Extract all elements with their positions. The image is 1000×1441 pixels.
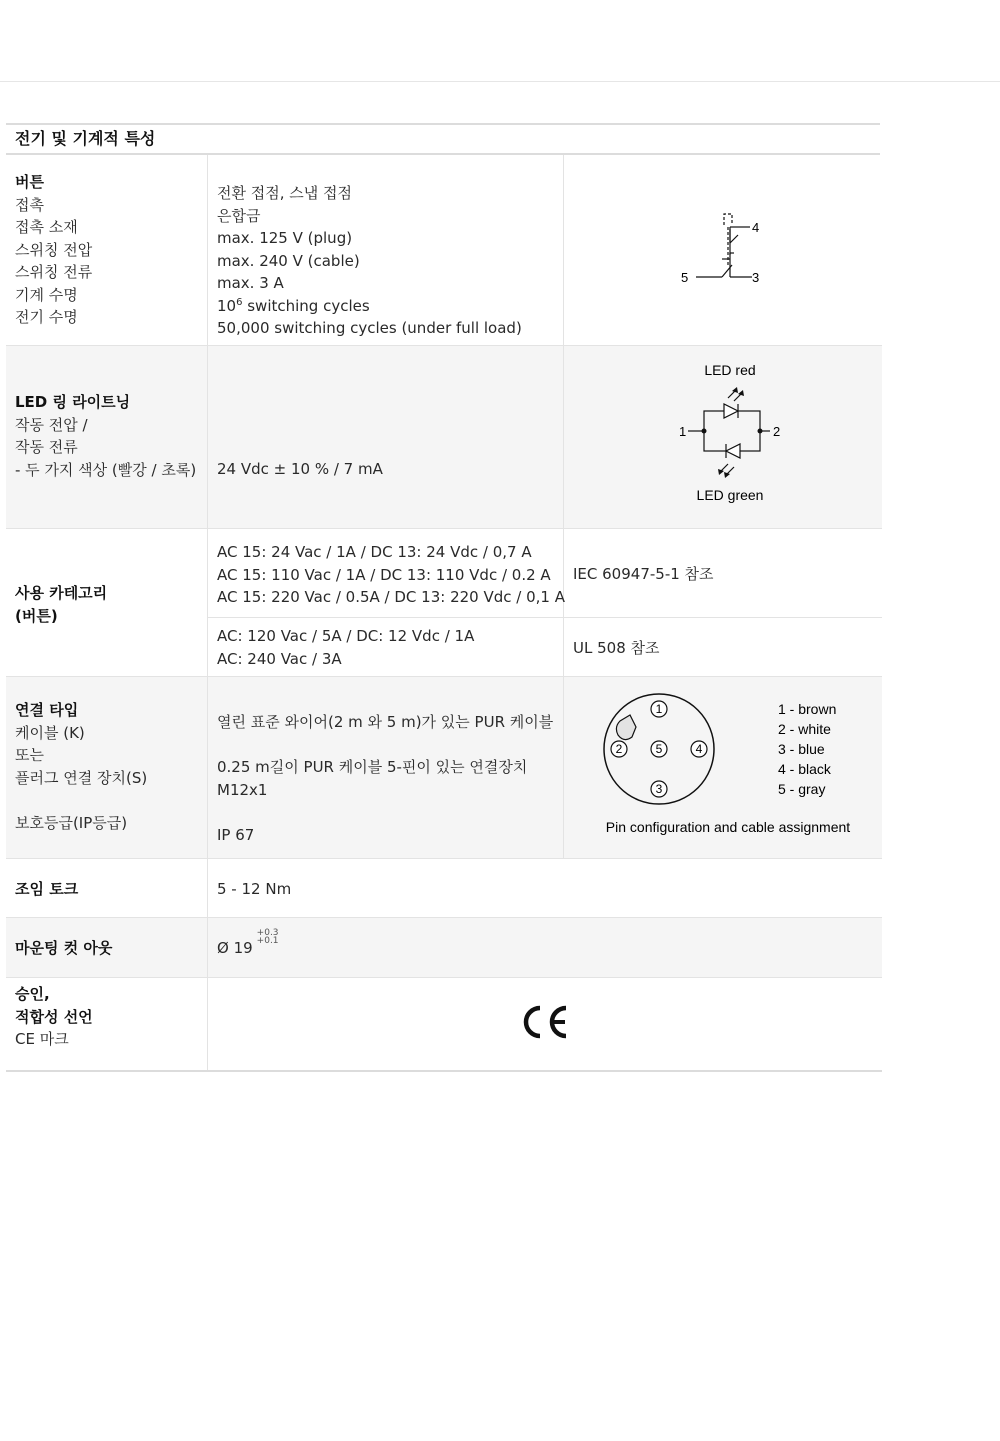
category-subheading: (버튼) (15, 606, 58, 625)
section-title: 전기 및 기계적 특성 (6, 123, 880, 155)
category-labels (6, 529, 207, 627)
iec-value-24v: AC 15: 24 Vac / 1A / DC 13: 24 Vdc / 0,7 A (217, 543, 532, 561)
value-ip-rating: IP 67 (217, 825, 255, 844)
label-operating-voltage: 작동 전압 / (15, 415, 88, 434)
label-two-colors: - 두 가지 색상 (빨강 / 초록) (15, 460, 197, 479)
label-cable: 케이블 (K) (15, 723, 85, 742)
pin-label-3: 3 (655, 782, 663, 796)
legend-black: 4 - black (778, 761, 831, 777)
legend-white: 2 - white (778, 721, 831, 737)
category-ul-values (208, 618, 563, 670)
cutout-tol-upper: +0.3 (256, 928, 279, 938)
value-mechanical-life: $10^6$ switching cycles (217, 296, 370, 315)
conformity-heading: 적합성 선언 (15, 1007, 93, 1026)
button-heading: 버튼 (15, 173, 44, 191)
value-pur-cable: 열린 표준 와이어(2 m 와 5 m)가 있는 PUR 케이블 (217, 713, 554, 731)
legend-blue: 3 - blue (778, 741, 825, 757)
cutout-row (6, 918, 882, 978)
connection-values (208, 677, 563, 846)
approval-heading: 승인, (15, 985, 50, 1003)
label-electrical-life: 전기 수명 (15, 308, 78, 326)
spec-sheet (6, 123, 880, 1072)
approval-labels (6, 978, 207, 1051)
switch-pin-3: 3 (752, 270, 760, 285)
iec-reference: IEC 60947-5-1 참조 (573, 565, 714, 583)
torque-label: 조임 토크 (15, 880, 79, 898)
value-contact-material: 은합금 (217, 206, 261, 225)
value-contact: 전환 접점, 스냅 접점 (217, 184, 352, 202)
torque-row (6, 859, 882, 918)
iec-value-110v: AC 15: 110 Vac / 1A / DC 13: 110 Vdc / 0.2 A (217, 565, 551, 584)
ce-mark-icon (208, 978, 881, 1066)
led-pin-2: 2 (773, 424, 781, 439)
ul-reference: UL 508 참조 (573, 639, 660, 657)
led-pin-1: 1 (679, 424, 687, 439)
value-connector-cable: 0.25 m길이 PUR 케이블 5-핀이 있는 연결장치 (217, 758, 528, 776)
label-protection-class: 보호등급(IP등급) (15, 813, 128, 832)
value-electrical-life: 50,000 switching cycles (under full load) (217, 319, 522, 337)
cutout-value-line (208, 918, 882, 960)
label-plug-connector: 플러그 연결 장치(S) (15, 768, 148, 787)
approval-row (6, 978, 882, 1072)
switch-contact-diagram (564, 155, 882, 341)
cutout-diameter: Ø 19 (217, 939, 253, 957)
category-iec-values (208, 529, 563, 609)
spec-table (6, 155, 882, 1072)
legend-gray: 5 - gray (778, 781, 826, 797)
label-switching-current: 스위칭 전류 (15, 263, 93, 281)
iec-value-220v: AC 15: 220 Vac / 0.5A / DC 13: 220 Vdc / 0,1 A (217, 588, 565, 606)
label-mechanical-life: 기계 수명 (15, 285, 78, 304)
top-rule (0, 81, 1000, 82)
category-heading: 사용 카테고리 (15, 584, 108, 602)
label-switching-voltage: 스위칭 전압 (15, 240, 93, 259)
value-current: max. 3 A (217, 274, 284, 292)
cutout-tol-lower: +0.1 (256, 936, 279, 946)
led-green-label: LED green (696, 487, 764, 503)
led-heading: LED 링 라이트닝 (15, 393, 131, 411)
pin-caption: Pin configuration and cable assignment (605, 819, 851, 835)
value-voltage-cable: max. 240 V (cable) (217, 251, 360, 270)
led-red-label: LED red (704, 362, 756, 378)
led-diagram (564, 346, 882, 524)
connection-row (6, 677, 882, 859)
category-iec-row (6, 529, 882, 618)
led-row (6, 346, 882, 529)
cutout-tolerance (253, 928, 279, 953)
button-labels (6, 155, 207, 329)
torque-value: 5 - 12 Nm (217, 880, 292, 898)
pin-label-5: 5 (655, 742, 663, 756)
connection-heading: 연결 타입 (15, 701, 79, 719)
value-m12: M12x1 (217, 780, 268, 799)
switch-pin-5: 5 (681, 270, 689, 285)
pin-label-2: 2 (615, 742, 623, 756)
value-voltage-plug: max. 125 V (plug) (217, 229, 353, 247)
led-labels (6, 346, 207, 481)
label-contact: 접촉 (15, 195, 44, 214)
value-spacer-2 (217, 801, 563, 824)
led-value: 24 Vdc ± 10 % / 7 mA (217, 460, 383, 478)
pin-label-4: 4 (695, 742, 703, 756)
switch-pin-4: 4 (752, 220, 760, 235)
button-row (6, 155, 882, 346)
label-or: 또는 (15, 746, 44, 764)
pin-configuration-diagram (564, 677, 882, 854)
value-spacer-1 (217, 734, 563, 757)
button-values (208, 155, 563, 340)
ce-mark-label: CE 마크 (15, 1030, 69, 1048)
connection-labels (6, 677, 207, 834)
pin-label-1: 1 (655, 702, 663, 716)
label-spacer (15, 789, 207, 812)
ul-value-240v: AC: 240 Vac / 3A (217, 649, 342, 668)
label-operating-current: 작동 전류 (15, 438, 78, 456)
legend-brown: 1 - brown (778, 701, 837, 717)
ul-value-120v: AC: 120 Vac / 5A / DC: 12 Vdc / 1A (217, 627, 475, 645)
cutout-label: 마운팅 컷 아웃 (15, 939, 113, 957)
label-contact-material: 접촉 소재 (15, 218, 78, 236)
